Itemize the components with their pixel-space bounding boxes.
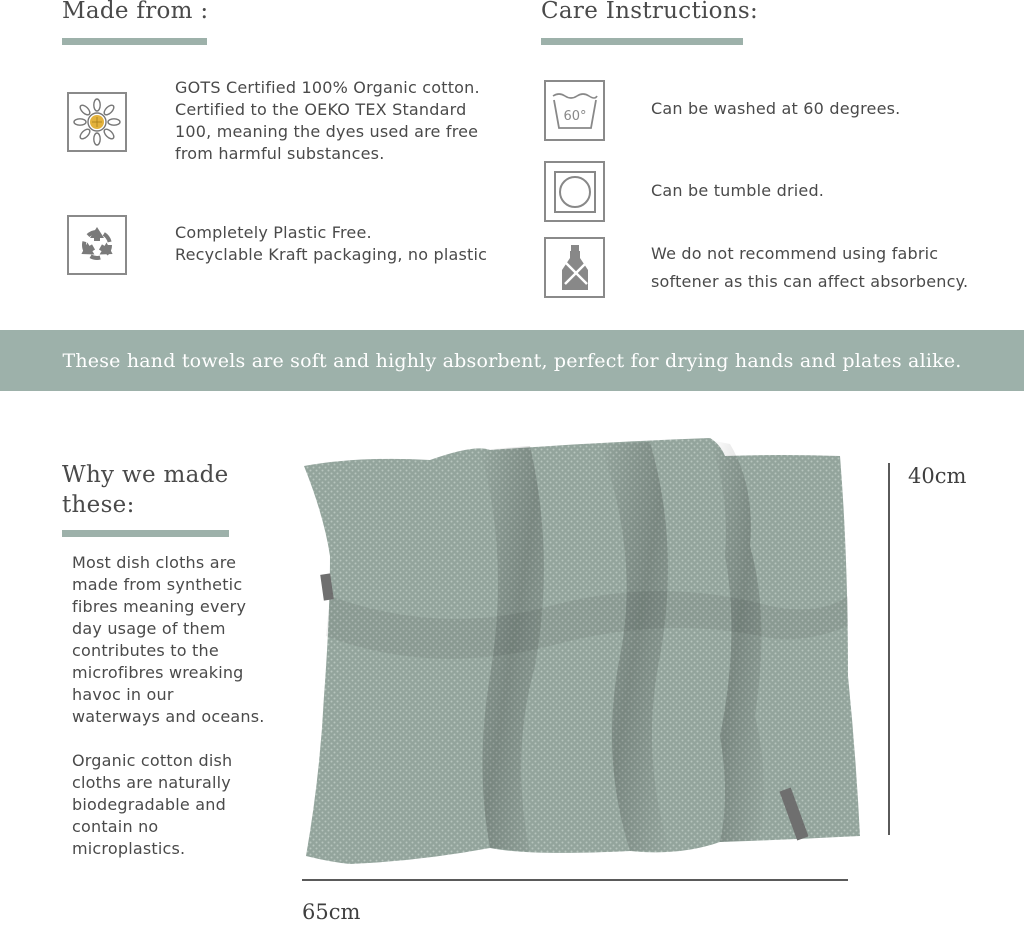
softener-line-1: We do not recommend using fabric (651, 244, 939, 263)
tagline-banner (0, 330, 1024, 391)
gots-sunflower-icon (67, 92, 127, 152)
why-heading (62, 460, 229, 520)
why-heading-line-2: these: (62, 492, 135, 518)
plastic-line-1: Completely Plastic Free. (175, 223, 372, 242)
plastic-line-2: Recyclable Kraft packaging, no plastic (175, 245, 488, 264)
height-measure-line (888, 463, 890, 835)
plastic-free-text (175, 222, 487, 266)
care-heading: Care Instructions: (541, 0, 759, 24)
organic-line-1: GOTS Certified 100% Organic cotton. (175, 78, 480, 97)
why-paragraph-1 (72, 552, 265, 728)
softener-text (651, 240, 968, 296)
wash-text: Can be washed at 60 degrees. (651, 99, 901, 118)
why-paragraph-2 (72, 750, 232, 860)
why-p1-line: fibres meaning every (72, 597, 247, 616)
why-p1-line: waterways and oceans. (72, 707, 265, 726)
tumble-text: Can be tumble dried. (651, 181, 825, 200)
organic-cotton-text (175, 77, 480, 165)
tumble-dry-icon (544, 161, 605, 222)
wash-temp-label: 60° (562, 108, 587, 124)
made-from-heading: Made from : (62, 0, 209, 24)
wash-60-icon (544, 80, 605, 141)
tagline-text: These hand towels are soft and highly absorbent, perfect for drying hands and plates alike. (62, 349, 962, 372)
why-p1-line: contributes to the (72, 641, 219, 660)
organic-line-4: from harmful substances. (175, 144, 385, 163)
why-p2-line: contain no (72, 817, 159, 836)
why-p2-line: biodegradable and (72, 795, 226, 814)
why-p1-line: microfibres wreaking (72, 663, 244, 682)
why-p2-line: cloths are naturally (72, 773, 231, 792)
why-p1-line: Most dish cloths are (72, 553, 237, 572)
why-p1-line: havoc in our (72, 685, 174, 704)
why-heading-line-1: Why we made (62, 462, 229, 488)
width-measure-line (302, 879, 848, 881)
towel-image (300, 436, 862, 866)
made-from-rule (62, 38, 207, 45)
why-rule (62, 530, 229, 537)
why-p2-line: microplastics. (72, 839, 186, 858)
no-softener-icon (544, 237, 605, 298)
why-p2-line: Organic cotton dish (72, 751, 233, 770)
organic-line-3: 100, meaning the dyes used are free (175, 122, 479, 141)
organic-line-2: Certified to the OEKO TEX Standard (175, 100, 467, 119)
height-label: 40cm (908, 464, 967, 488)
softener-line-2: softener as this can affect absorbency. (651, 272, 969, 291)
width-label: 65cm (302, 900, 361, 924)
recycle-icon (67, 215, 127, 275)
why-p1-line: day usage of them (72, 619, 226, 638)
why-p1-line: made from synthetic (72, 575, 243, 594)
care-rule (541, 38, 743, 45)
